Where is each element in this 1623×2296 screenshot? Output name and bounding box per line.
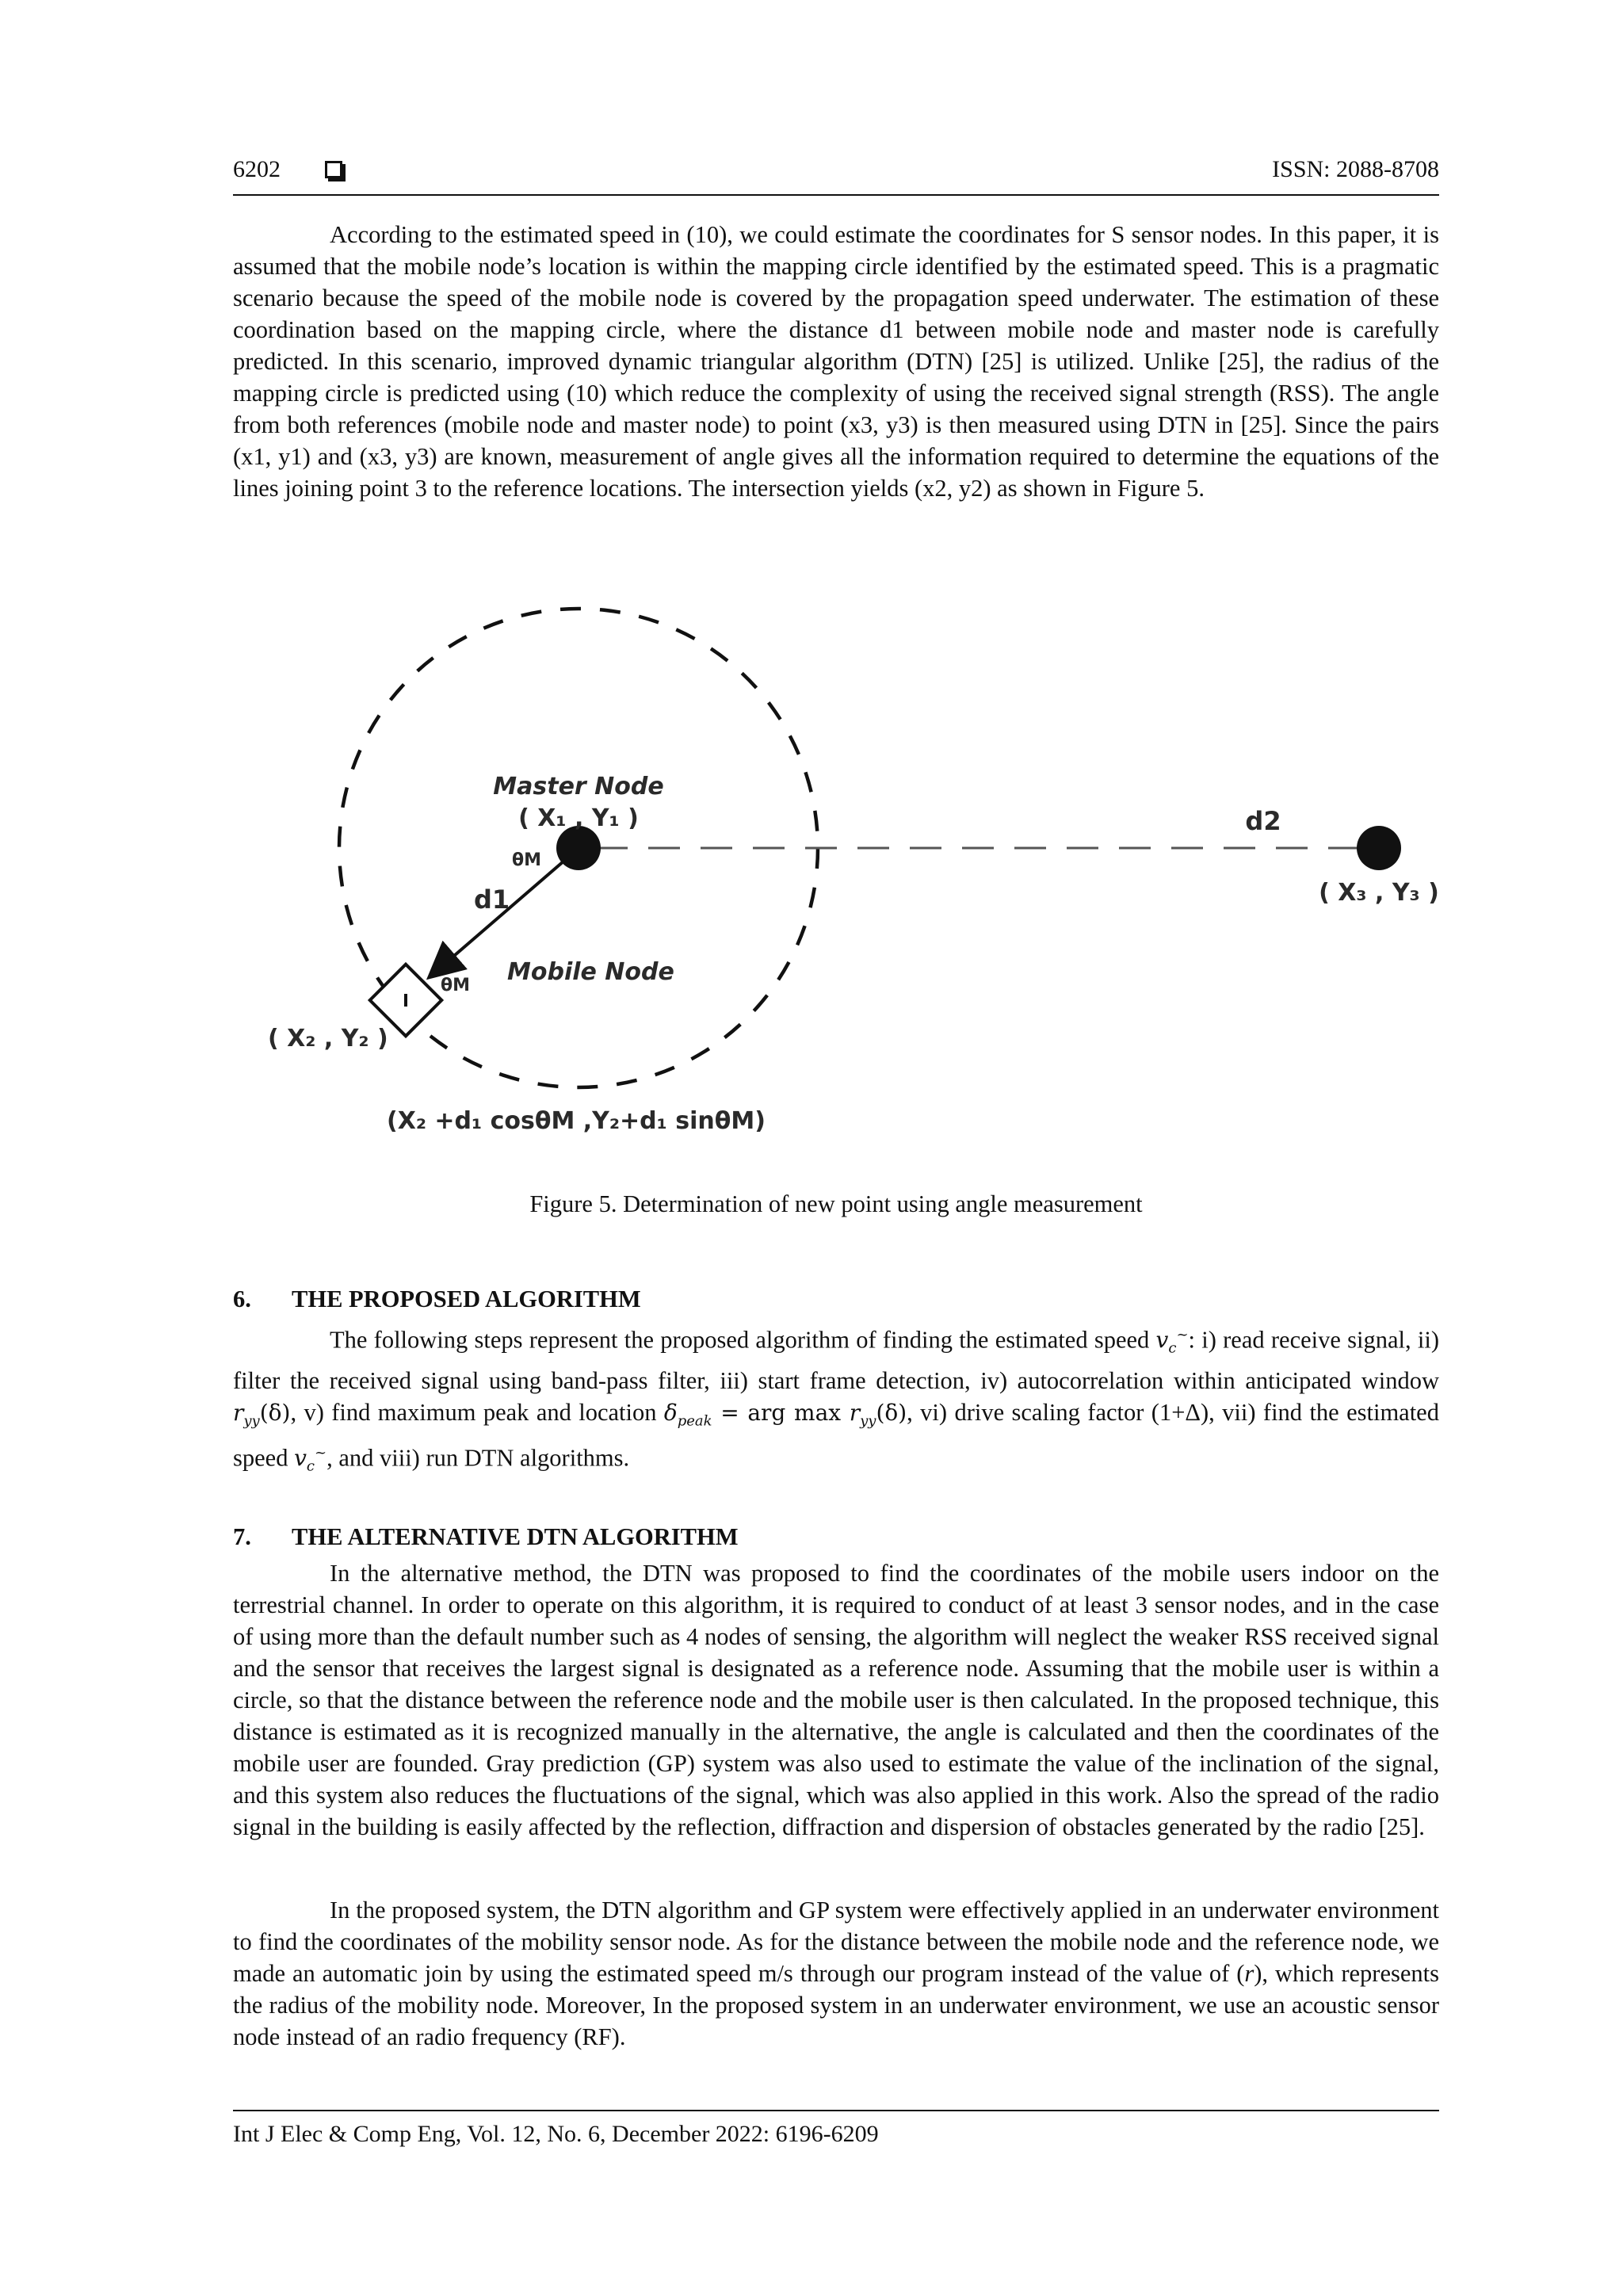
issn: ISSN: 2088-8708 <box>1272 156 1439 182</box>
reference-node-dot <box>1357 826 1401 870</box>
section-7-heading <box>233 1523 739 1551</box>
reference-node-coord: ( X₃ , Y₃ ) <box>1319 879 1439 907</box>
page-footer: Int J Elec & Comp Eng, Vol. 12, No. 6, December 2022: 6196-6209 <box>233 2110 1439 2148</box>
mobile-node-label: Mobile Node <box>507 958 674 986</box>
new-point-formula: (X₂ +d₁ cosθM ,Y₂+d₁ sinθM) <box>387 1107 766 1135</box>
square-bullet-icon <box>325 161 342 178</box>
section-title: THE PROPOSED ALGORITHM <box>292 1286 641 1312</box>
figure-diagram <box>233 586 1439 1165</box>
mobile-node-coord: ( X₂ , Y₂ ) <box>268 1025 388 1052</box>
master-node-label: Master Node <box>493 773 664 800</box>
peak-formula: $\delta_{peak}$ = arg $\max r_{yy}(\delta)$ <box>663 1399 907 1430</box>
text-run: : i) read receive signal, ii) filter the received signal using band-pass filter, iii) start frame detection, iv) autocorrelation within anticipated window <box>233 1326 1439 1394</box>
section-7-paragraph-1: In the alternative method, the DTN was proposed to find the coordinates of the mobile users indoor on the terrestrial channel. In order to operate on this algorithm, it is required to conduct of at least 3 sensor nodes, and in the case of using more than the default number such as 4 nodes of sensing, the algorithm will neglect the weaker RSS received signal and the sensor that receives the largest signal is designated as a reference node. Assuming that the mobile user is within a circle, so that the distance between the reference node and the mobile user is then calculated. In the proposed technique, this distance is estimated as it is recognized manually in the alternative, the angle is calculated and then the coordinates of the mobile user are founded. Gray prediction (GP) system was also used to estimate the value of the inclination of the signal, and this system also reduces the fluctuations of the signal, which was also applied in this work. Also the spread of the radio signal in the building is easily affected by the reflection, diffraction and dispersion of obstacles generated by the radio [25]. <box>233 1560 1439 1840</box>
math-run: peak <box>677 1412 712 1430</box>
math-run: yy <box>243 1412 260 1430</box>
text-run: , vi) drive scaling factor (1+Δ), vii) find the estimated speed <box>233 1398 1439 1471</box>
section-6-paragraph <box>233 1320 1439 1482</box>
d2-label: d2 <box>1245 806 1281 836</box>
page-number: 6202 <box>233 156 281 182</box>
speed-symbol: $v_c^\sim$ <box>294 1444 327 1475</box>
master-node-coord: ( X₁ , Y₁ ) <box>518 804 639 832</box>
math-run: = arg max <box>712 1399 850 1426</box>
speed-symbol: $v_c^\sim$ <box>1155 1327 1189 1357</box>
section-6-heading <box>233 1286 641 1313</box>
section-title: THE ALTERNATIVE DTN ALGORITHM <box>292 1523 739 1550</box>
d1-label: d1 <box>474 884 510 915</box>
text-run: The following steps represent the proposed algorithm of finding the estimated speed <box>330 1326 1156 1354</box>
text-run: In the proposed system, the DTN algorithm and GP system were effectively applied in an underwater environment to find the coordinates of the mobility sensor node. As for the distance between the mobile node and the reference node, we made an automatic join by using the estimated speed m/s through our program instead of the value of ( <box>233 1897 1439 1987</box>
text-run: , v) find maximum peak and location <box>290 1398 664 1426</box>
theta-master-label: θM <box>512 850 542 870</box>
intro-paragraph: According to the estimated speed in (10), we could estimate the coordinates for S sensor nodes. In this paper, it is assumed that the mobile node’s location is within the mapping circle identified by the estimated speed. This is a pragmatic scenario because the speed of the mobile node is covered by the propagation speed underwater. The estimation of these coordination based on the mapping circle, where the distance d1 between mobile node and master node is carefully predicted. In this scenario, improved dynamic triangular algorithm (DTN) [25] is utilized. Unlike [25], the radius of the mapping circle is predicted using (10) which reduce the complexity of using the received signal strength (RSS). The angle from both references (mobile node and master node) to point (x3, y3) is then measured using DTN in [25]. Since the pairs (x1, y1) and (x3, y3) are known, measurement of angle gives all the information required to determine the equations of the lines joining point 3 to the reference locations. The intersection yields (x2, y2) as shown in Figure 5. <box>233 221 1439 502</box>
section-number: 6. <box>233 1286 251 1312</box>
text-run: r <box>1244 1960 1254 1987</box>
section-7-paragraph-2 <box>233 1894 1439 2053</box>
theta-mobile-label: θM <box>441 976 471 995</box>
text-run: , and viii) run DTN algorithms. <box>327 1443 630 1471</box>
autocorrelation-symbol <box>233 1399 291 1430</box>
math-run: (δ) <box>259 1399 291 1426</box>
figure-5 <box>233 586 1439 1165</box>
text-run: ), which represents the radius of the mobility node. Moreover, In the proposed system in an underwater environment, we use an acoustic sensor node instead of an radio frequency (RF). <box>233 1960 1439 2050</box>
section-number: 7. <box>233 1523 251 1550</box>
page-header <box>233 153 1439 196</box>
math-run: v <box>1155 1327 1169 1354</box>
math-run: δ <box>663 1399 678 1426</box>
figure-caption: Figure 5. Determination of new point using angle measurement <box>529 1190 1143 1217</box>
math-run: r <box>233 1399 244 1426</box>
